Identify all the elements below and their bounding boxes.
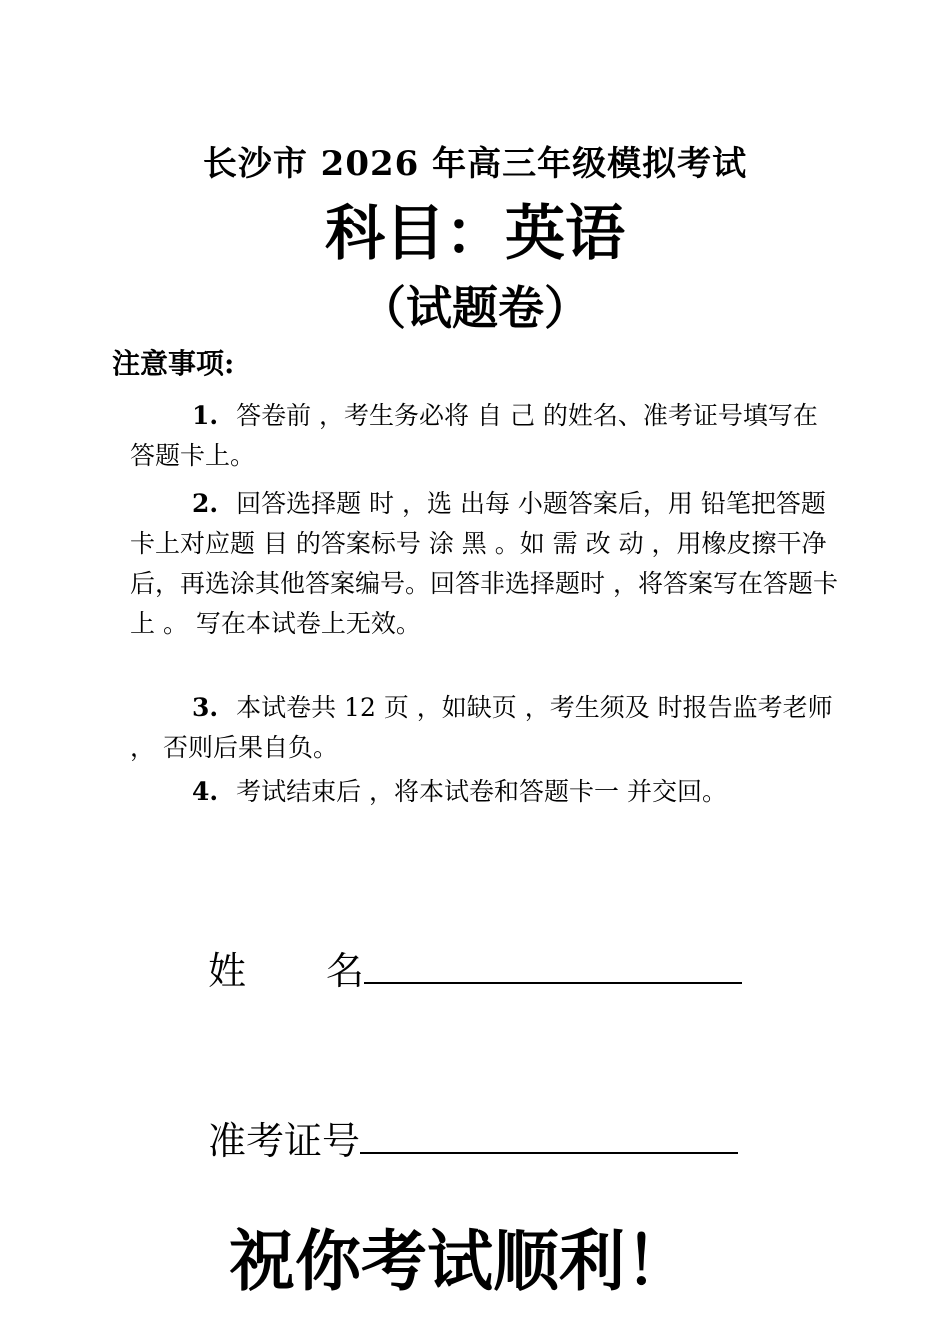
exam-id-blank-line[interactable] <box>360 1116 738 1154</box>
notice-item-text: 本试卷共 12 页 ，如缺页 ，考生须及 时报告监考老师 ， 否则后果自负。 <box>130 693 833 762</box>
notice-item-number: 2. <box>192 489 219 518</box>
name-blank-line[interactable] <box>364 946 742 984</box>
notice-item-text: 答卷前 ，考生务必将 自 己 的姓名、准考证号填写在答题卡上。 <box>130 401 818 470</box>
notice-item-3 <box>130 688 840 768</box>
notice-item-4 <box>192 772 792 812</box>
exam-title: 长沙市 2026 年高三年级模拟考试 <box>202 144 748 184</box>
notice-item-number: 1. <box>192 401 219 430</box>
exam-id-field <box>208 1110 738 1165</box>
notice-item-1 <box>130 396 840 476</box>
notice-item-number: 4. <box>192 777 219 806</box>
notice-heading: 注意事项: <box>112 347 235 380</box>
notice-item-text: 考试结束后 ，将本试卷和答题卡一 并交回。 <box>236 777 728 806</box>
exam-id-label: 准考证号 <box>208 1119 361 1163</box>
name-label-second: 名 <box>326 949 365 993</box>
name-label-first: 姓 <box>208 949 247 993</box>
notice-item-text: 回答选择题 时 ，选 出每 小题答案后，用 铅笔把答题卡上对应题 目 的答案标号 涂 黑 。如 需 改 动 ，用橡皮擦干净后，再选涂其他答案编号。回答非选择题时 ，将答案写在答题卡上 。 写在本试卷上无效。 <box>130 489 838 638</box>
name-field <box>208 940 742 995</box>
notice-item-2 <box>130 484 840 644</box>
subject-title: 科目：英语 <box>325 199 625 269</box>
notice-item-number: 3. <box>192 693 219 722</box>
good-luck-message: 祝你考试顺利！ <box>229 1222 691 1300</box>
paper-type-label: （试题卷） <box>360 281 590 335</box>
